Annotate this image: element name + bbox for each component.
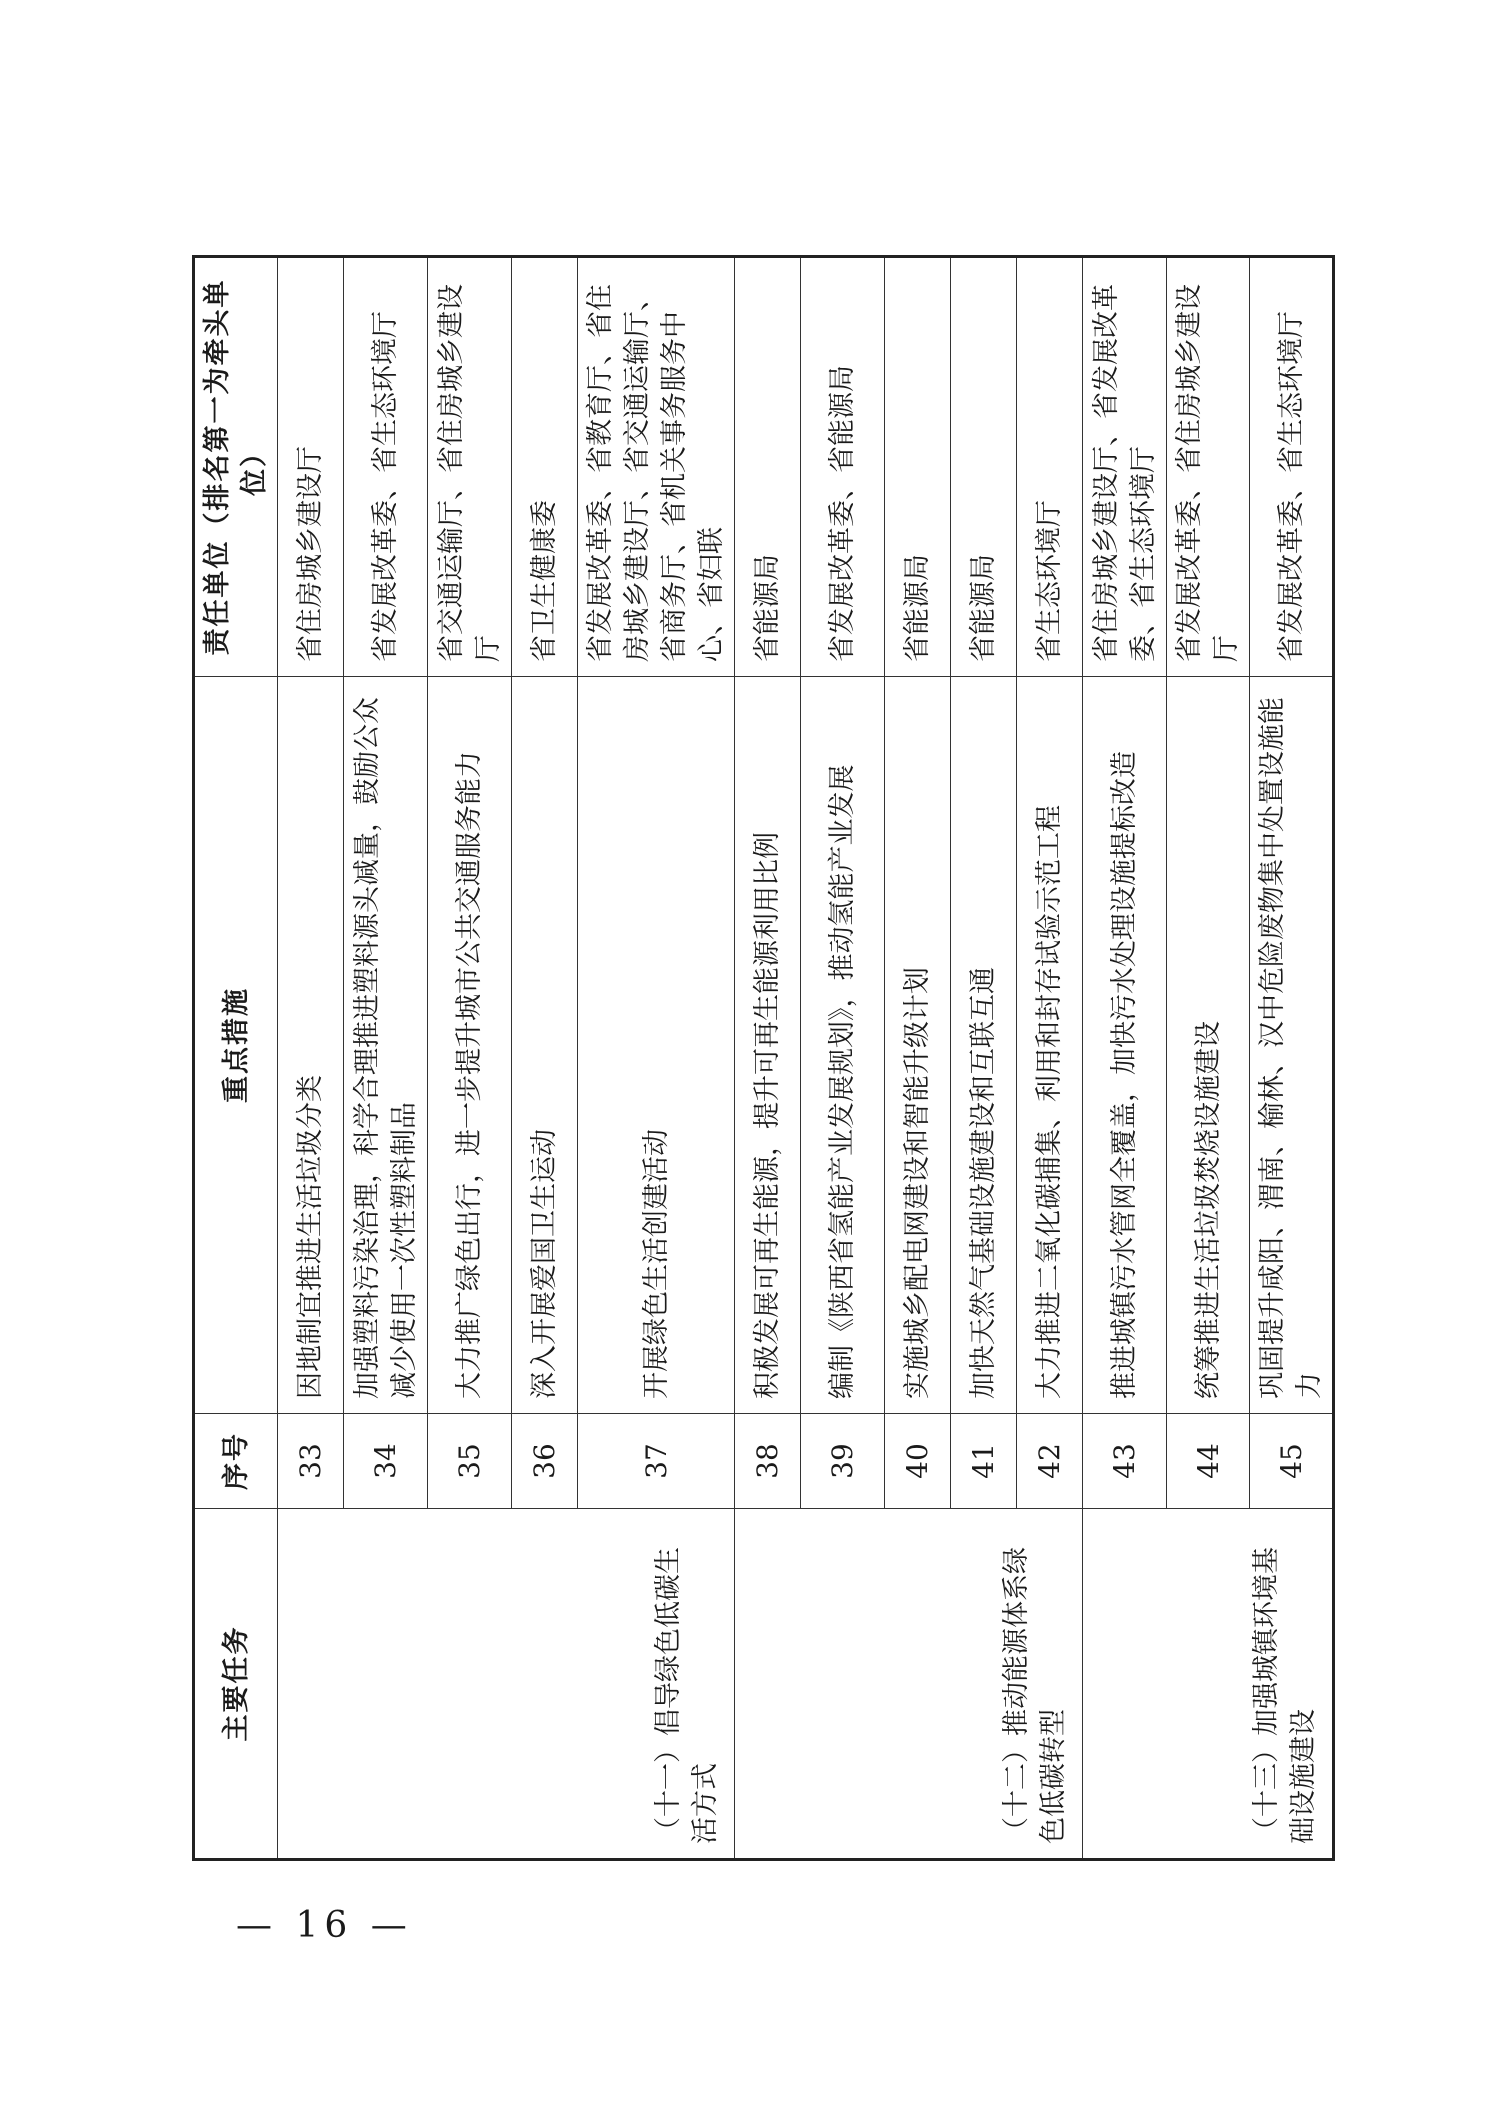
row-number: 36: [512, 1414, 578, 1509]
row-dept: 省发展改革委、省能源局: [801, 257, 885, 677]
row-measure: 大力推广绿色出行，进一步提升城市公共交通服务能力: [428, 677, 512, 1414]
row-measure: 编制《陕西省氢能产业发展规划》，推动氢能产业发展: [801, 677, 885, 1414]
row-measure: 因地制宜推进生活垃圾分类: [278, 677, 344, 1414]
task-group-cell: [1083, 1509, 1334, 1860]
page-number: — 16 —: [236, 1905, 413, 1946]
row-number: 35: [428, 1414, 512, 1509]
task-group-label: （十三）加强城镇环境基础设施建设: [1251, 1547, 1319, 1844]
row-number: 43: [1083, 1414, 1167, 1509]
row-number: 38: [735, 1414, 801, 1509]
row-number: 34: [344, 1414, 428, 1509]
task-table: [192, 255, 1335, 1861]
rotated-table-container: [192, 258, 1325, 1861]
table-row: [735, 257, 801, 1860]
row-dept: 省能源局: [885, 257, 951, 677]
row-number: 44: [1167, 1414, 1250, 1509]
header-dept: 责任单位（排名第一为牵头单位）: [194, 257, 278, 677]
task-group-label: （十二）推动能源体系绿色低碳转型: [1001, 1547, 1069, 1844]
row-measure: 加快天然气基础设施建设和互联互通: [951, 677, 1017, 1414]
header-task: 主要任务: [194, 1509, 278, 1860]
row-measure: 积极发展可再生能源，提升可再生能源利用比例: [735, 677, 801, 1414]
row-dept: 省住房城乡建设厅: [278, 257, 344, 677]
row-number: 41: [951, 1414, 1017, 1509]
row-dept: 省发展改革委、省教育厅、省住房城乡建设厅、省交通运输厅、省商务厅、省机关事务服务中心、省妇联: [578, 257, 735, 677]
row-dept: 省交通运输厅、省住房城乡建设厅: [428, 257, 512, 677]
row-measure: 深入开展爱国卫生运动: [512, 677, 578, 1414]
row-dept: 省发展改革委、省生态环境厅: [1250, 257, 1334, 677]
row-number: 37: [578, 1414, 735, 1509]
row-dept: 省生态环境厅: [1017, 257, 1083, 677]
header-measure: 重点措施: [194, 677, 278, 1414]
table-header-row: [194, 257, 278, 1860]
row-dept: 省能源局: [735, 257, 801, 677]
row-number: 40: [885, 1414, 951, 1509]
row-measure: 巩固提升咸阳、渭南、榆林、汉中危险废物集中处置设施能力: [1250, 677, 1334, 1414]
task-group-cell: [735, 1509, 1083, 1860]
row-number: 42: [1017, 1414, 1083, 1509]
table-row: [278, 257, 344, 1860]
row-measure: 统筹推进生活垃圾焚烧设施建设: [1167, 677, 1250, 1414]
row-measure: 实施城乡配电网建设和智能升级计划: [885, 677, 951, 1414]
task-group-cell: [278, 1509, 735, 1860]
row-measure: 加强塑料污染治理，科学合理推进塑料源头减量，鼓励公众减少使用一次性塑料制品: [344, 677, 428, 1414]
row-number: 45: [1250, 1414, 1334, 1509]
row-dept: 省住房城乡建设厅、省发展改革委、省生态环境厅: [1083, 257, 1167, 677]
table-row: [1083, 257, 1167, 1860]
row-measure: 大力推进二氧化碳捕集、利用和封存试验示范工程: [1017, 677, 1083, 1414]
task-group-label: （十一）倡导绿色低碳生活方式: [653, 1547, 721, 1844]
row-number: 33: [278, 1414, 344, 1509]
row-dept: 省发展改革委、省生态环境厅: [344, 257, 428, 677]
header-no: 序号: [194, 1414, 278, 1509]
row-dept: 省发展改革委、省住房城乡建设厅: [1167, 257, 1250, 677]
row-dept: 省能源局: [951, 257, 1017, 677]
row-measure: 推进城镇污水管网全覆盖，加快污水处理设施提标改造: [1083, 677, 1167, 1414]
row-measure: 开展绿色生活创建活动: [578, 677, 735, 1414]
row-dept: 省卫生健康委: [512, 257, 578, 677]
row-number: 39: [801, 1414, 885, 1509]
